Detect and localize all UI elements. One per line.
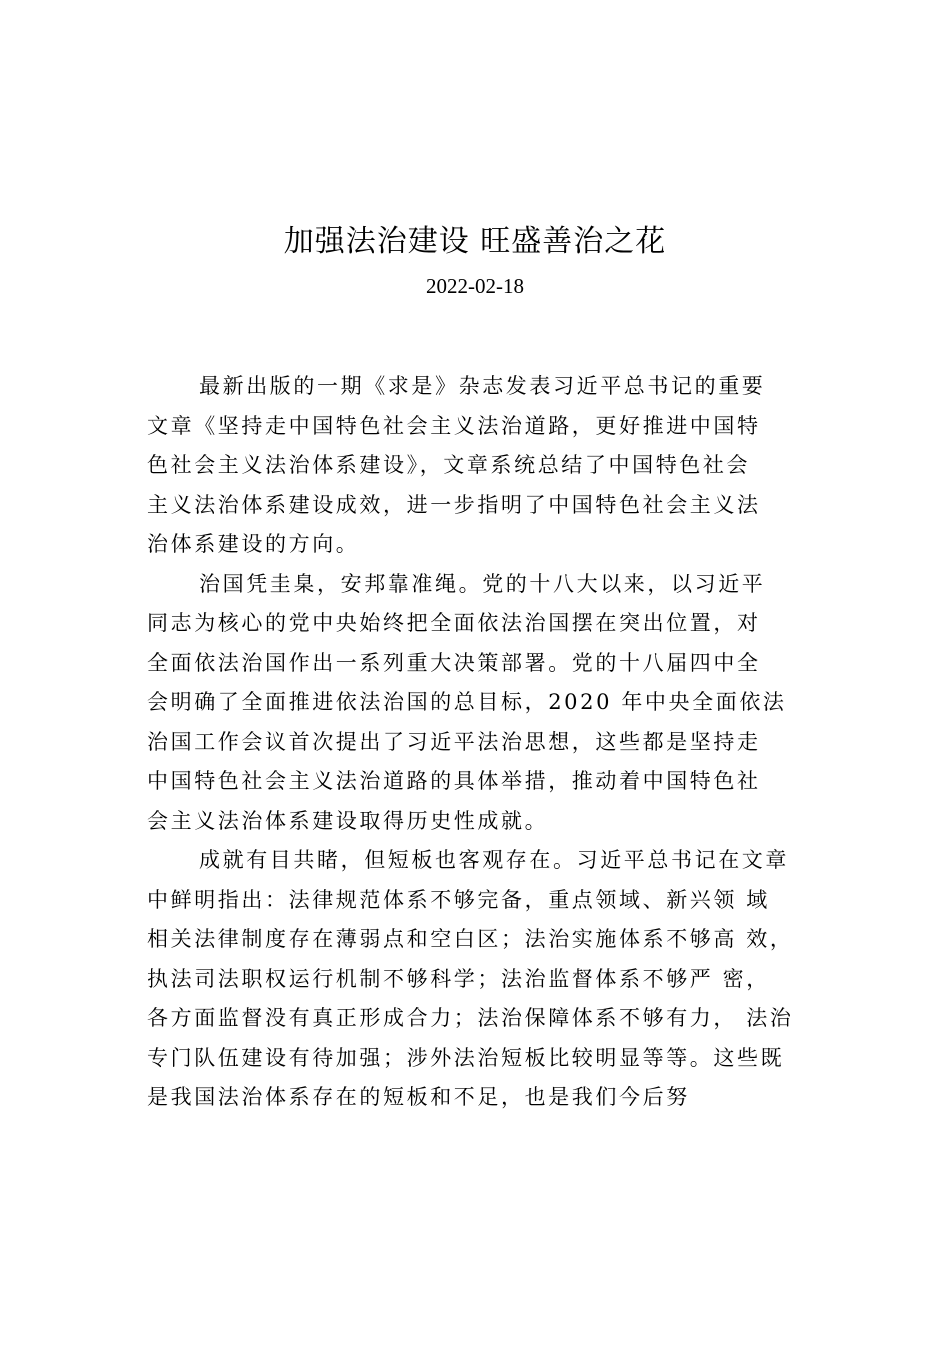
paragraph-3-line-2: 中鲜明指出：法律规范体系不够完备，重点领域、新兴领 域 — [147, 887, 770, 912]
paragraph-3-line-6: 专门队伍建设有待加强；涉外法治短板比较明显等等。这些既 — [147, 1045, 785, 1070]
paragraph-2-line-7: 会主义法治体系建设取得历史性成就。 — [147, 808, 549, 833]
paragraph-2-line-6: 中国特色社会主义法治道路的具体举措，推动着中国特色社 — [147, 769, 761, 793]
article-body — [147, 367, 827, 1118]
paragraph-1-line-3: 色社会主义法治体系建设》，文章系统总结了中国特色社会 — [147, 453, 751, 477]
paragraph-3-line-4: 执法司法职权运行机制不够科学；法治监督体系不够严 密， — [147, 966, 770, 991]
paragraph-1-line-4: 主义法治体系建设成效，进一步指明了中国特色社会主义法 — [147, 492, 761, 517]
paragraph-2-line-5: 治国工作会议首次提出了习近平法治思想，这些都是坚持走 — [147, 729, 761, 754]
paragraph-1-line-1: 最新出版的一期《求是》杂志发表习近平总书记的重要 — [199, 374, 766, 398]
paragraph-3-line-3: 相关法律制度存在薄弱点和空白区；法治实施体系不够高 效， — [147, 927, 794, 951]
paragraph-2-line-4: 会明确了全面推进依法治国的总目标，2020 年中央全面依法 — [147, 690, 787, 714]
article-date: 2022-02-18 — [426, 274, 524, 298]
paragraph-1-line-2: 文章《坚持走中国特色社会主义法治道路，更好推进中国特 — [147, 413, 761, 438]
paragraph-3-line-1: 成就有目共睹，但短板也客观存在。习近平总书记在文章 — [199, 848, 789, 872]
paragraph-2-line-1: 治国凭圭臬，安邦靠准绳。党的十八大以来，以习近平 — [199, 571, 766, 596]
article-title: 加强法治建设 旺盛善治之花 — [283, 224, 667, 259]
paragraph-2-line-3: 全面依法治国作出一系列重大决策部署。党的十八届四中全 — [147, 650, 761, 675]
paragraph-3-line-5: 各方面监督没有真正形成合力；法治保障体系不够有力， 法治 — [147, 1006, 794, 1030]
paragraph-1-line-5: 治体系建设的方向。 — [147, 532, 360, 556]
paragraph-3-line-7: 是我国法治体系存在的短板和不足，也是我们今后努 — [147, 1085, 690, 1109]
paragraph-2-line-2: 同志为核心的党中央始终把全面依法治国摆在突出位置，对 — [147, 611, 761, 635]
